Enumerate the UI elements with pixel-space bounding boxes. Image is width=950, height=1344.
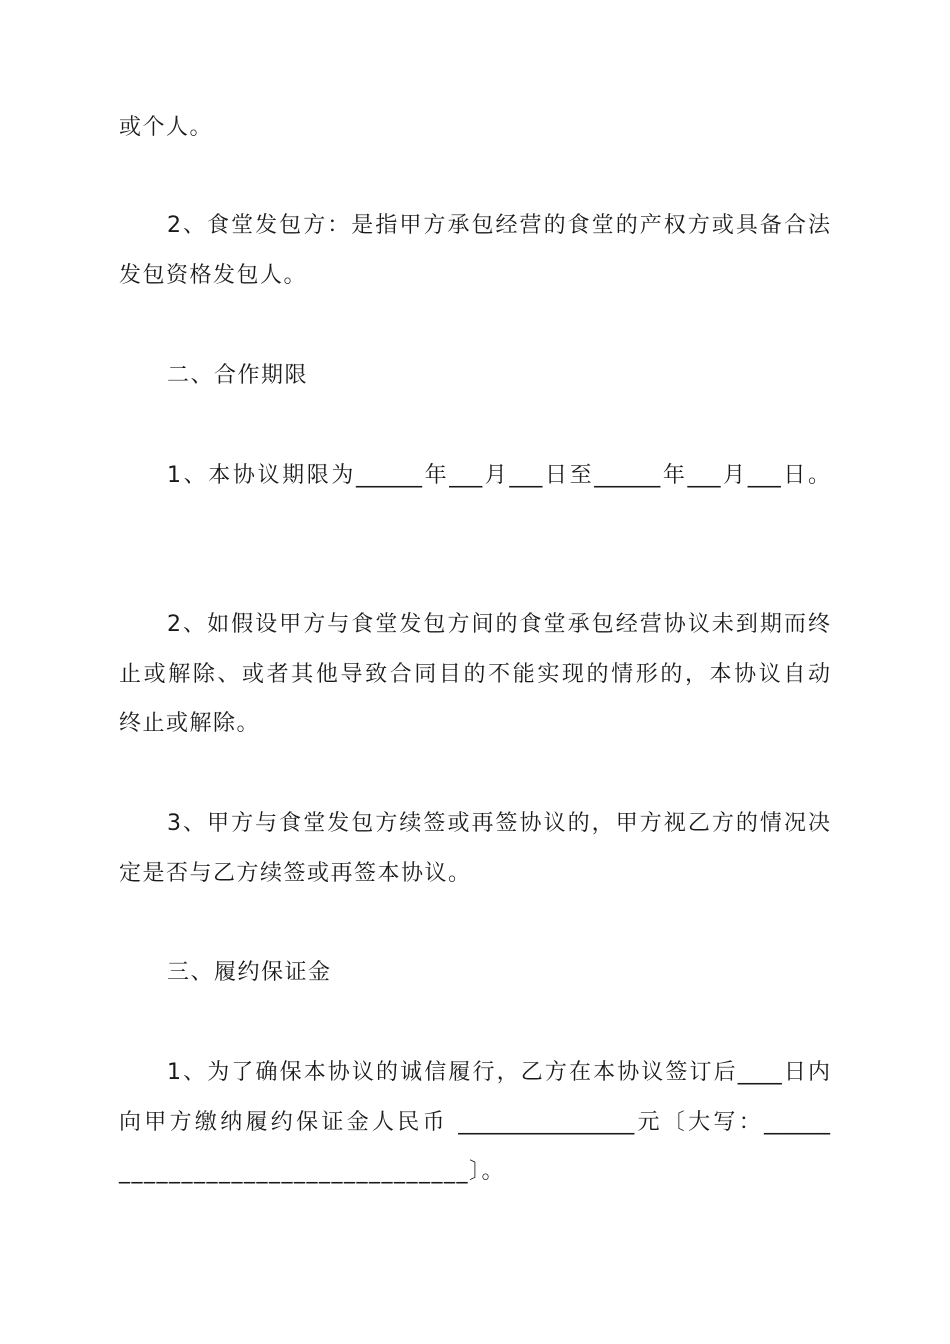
- text-line-1: 或个人。: [119, 115, 214, 140]
- text-line-2: 2、食堂发包方：是指甲方承包经营的食堂的产权方或具备合法: [167, 213, 830, 238]
- text-line-6: 2、如假设甲方与食堂发包方间的食堂承包经营协议未到期而终: [167, 612, 830, 637]
- text-line-12: 1、为了确保本协议的诚信履行，乙方在本协议签订后____日内: [167, 1060, 830, 1085]
- text-line-3: 发包资格发包人。: [119, 263, 308, 288]
- text-line-14: ____________________________〕。: [119, 1159, 506, 1184]
- text-line-13: 向甲方缴纳履约保证金人民币 ________________元〔大写：______: [119, 1110, 830, 1135]
- text-line-8: 终止或解除。: [119, 711, 261, 736]
- section-heading-term: 二、合作期限: [167, 363, 309, 388]
- text-line-7: 止或解除、或者其他导致合同目的不能实现的情形的，本协议自动: [119, 662, 830, 687]
- section-heading-deposit: 三、履约保证金: [167, 960, 332, 985]
- text-line-9: 3、甲方与食堂发包方续签或再签协议的，甲方视乙方的情况决: [167, 811, 830, 836]
- text-line-5: 1、本协议期限为______年___月___日至______年___月___日。: [167, 463, 830, 488]
- text-line-10: 定是否与乙方续签或再签本协议。: [119, 861, 472, 886]
